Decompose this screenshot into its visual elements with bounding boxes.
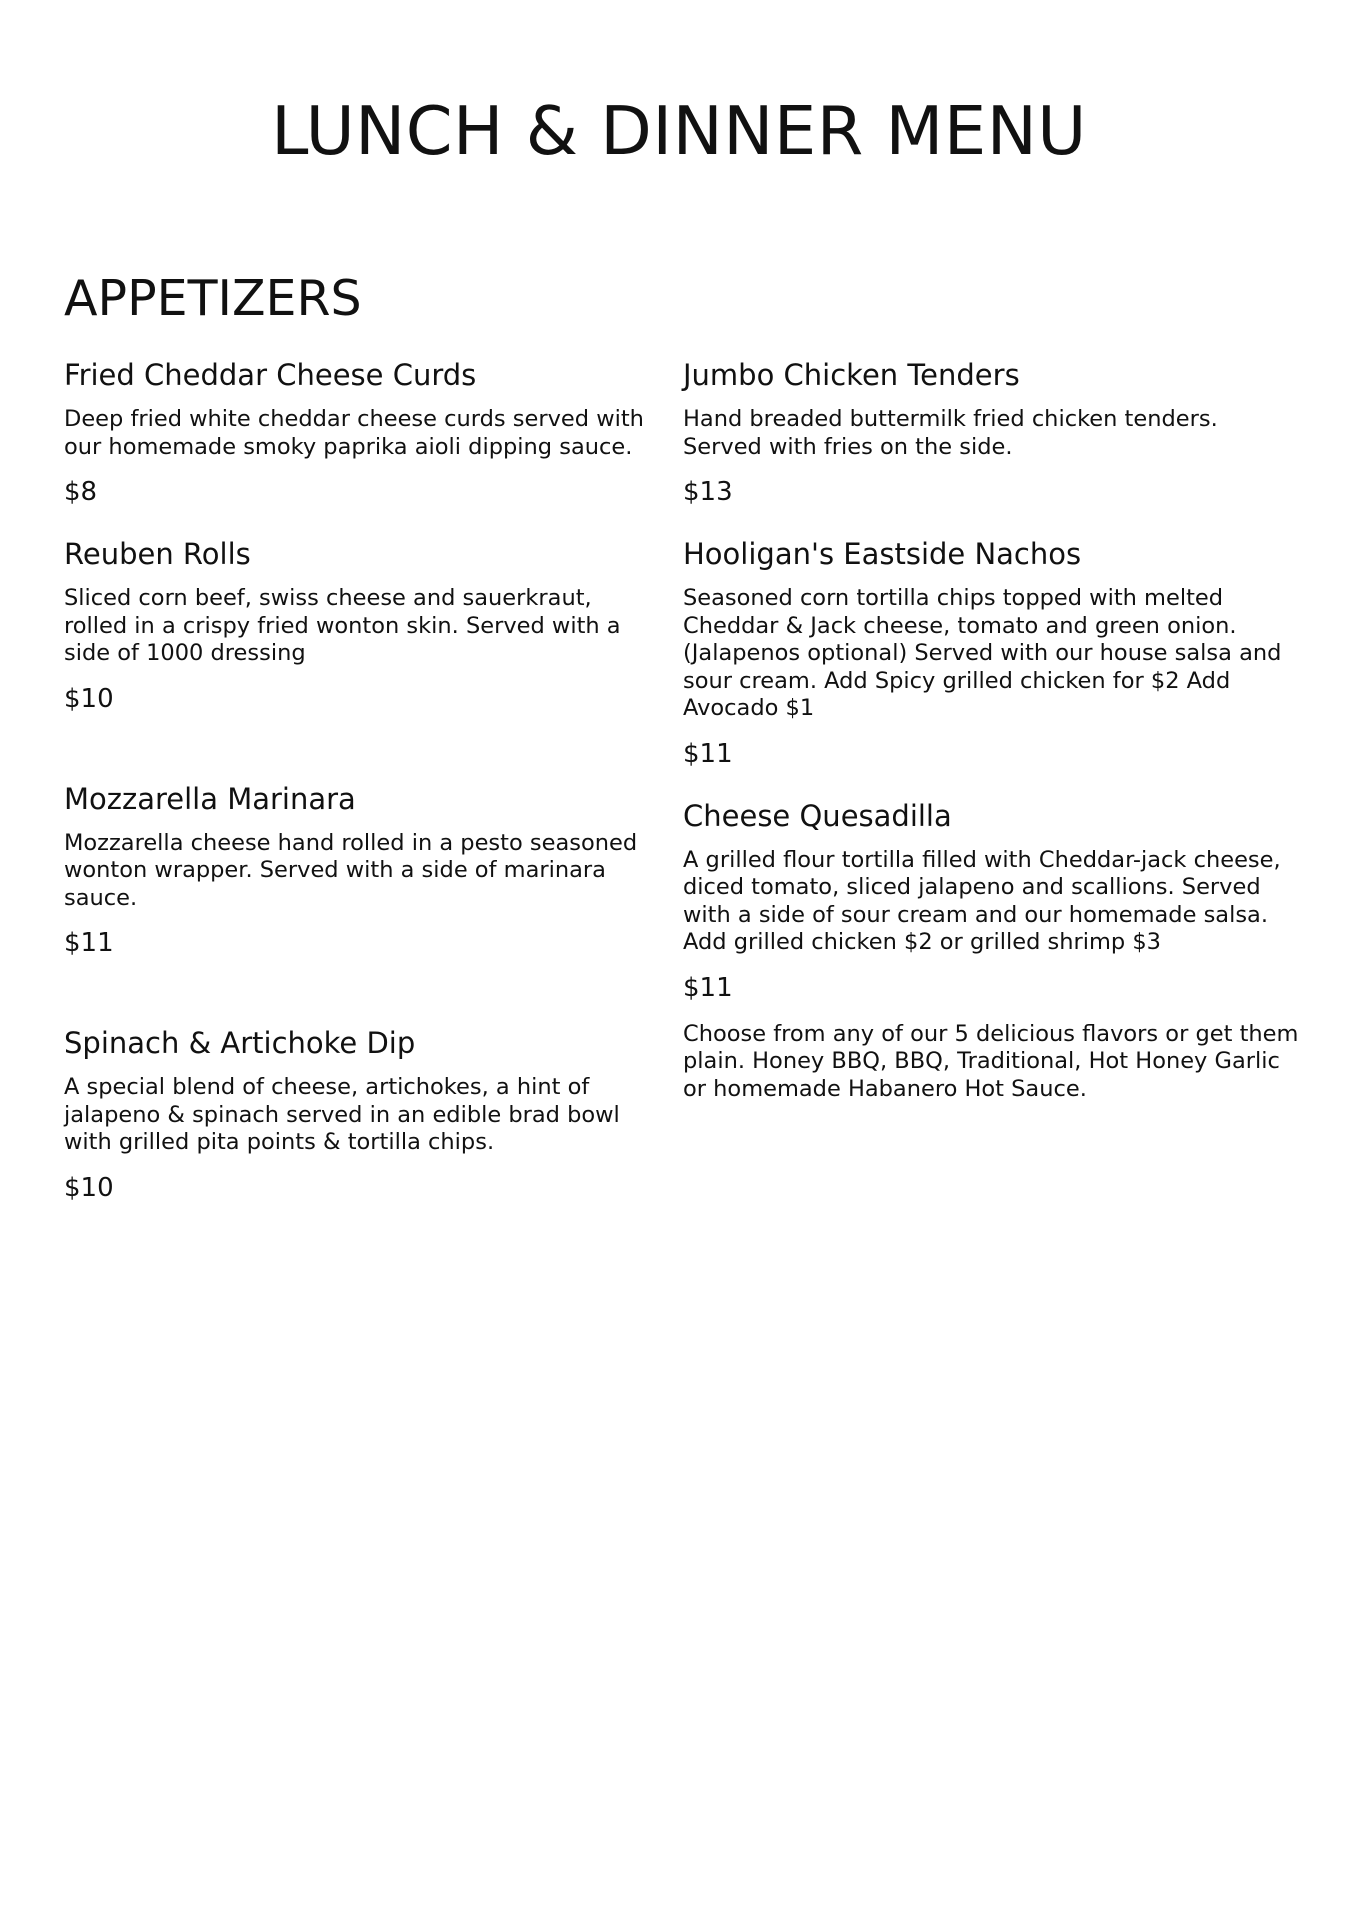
- menu-item-description: A special blend of cheese, artichokes, a hint of jalapeno & spinach served in an edible brad bowl with grilled pita points & tortilla chips.: [64, 1074, 620, 1155]
- menu-item-name: Hooligan's Eastside Nachos: [683, 537, 1082, 571]
- menu-item-price: $11: [683, 972, 733, 1003]
- menu-item-description: Hand breaded buttermilk fried chicken tenders. Served with fries on the side.: [683, 406, 1218, 460]
- menu-item: [64, 535, 654, 716]
- menu-item: [683, 356, 1303, 509]
- menu-item-name: Fried Cheddar Cheese Curds: [64, 358, 477, 392]
- page-title: LUNCH & DINNER MENU: [271, 92, 1087, 170]
- menu-column-left: [64, 356, 654, 1205]
- menu-item-price: $11: [64, 928, 114, 958]
- menu-item-price: $13: [683, 477, 733, 507]
- menu-item-name: Reuben Rolls: [64, 537, 251, 571]
- menu-item: [683, 797, 1303, 1005]
- menu-item-price: $10: [64, 1172, 114, 1203]
- menu-item-name: Spinach & Artichoke Dip: [64, 1026, 416, 1060]
- menu-item-description: Sliced corn beef, swiss cheese and sauerkraut, rolled in a crispy fried wonton skin. Served with a side of 1000 dressing: [64, 585, 621, 666]
- menu-column-right: [683, 356, 1303, 1103]
- menu-item: [64, 780, 654, 961]
- menu-item-name: Cheese Quesadilla: [683, 798, 952, 833]
- section-title-appetizers: APPETIZERS: [64, 270, 362, 327]
- menu-item-description: Mozzarella cheese hand rolled in a pesto seasoned wonton wrapper. Served with a side of marinara sauce.: [64, 829, 638, 911]
- menu-item-description: A grilled flour tortilla filled with Cheddar-jack cheese, diced tomato, sliced jalapeno and scallions. Served with a side of sour cream and our homemade salsa. Add grilled chicken $2 or grilled shrimp $3: [683, 846, 1281, 955]
- menu-item-price: $8: [64, 477, 98, 507]
- wings-flavor-note: Choose from any of our 5 delicious flavors or get them plain. Honey BBQ, BBQ, Traditional, Hot Honey Garlic or homemade Habanero Hot Sauce.: [683, 1020, 1299, 1102]
- menu-item-description: Deep fried white cheddar cheese curds served with our homemade smoky paprika aioli dipping sauce.: [64, 406, 644, 460]
- menu-item-name: Jumbo Chicken Tenders: [683, 358, 1020, 392]
- menu-item: [64, 1024, 654, 1205]
- menu-item: [64, 356, 654, 509]
- menu-item-price: $10: [64, 683, 114, 714]
- menu-item-description: Seasoned corn tortilla chips topped with melted Cheddar & Jack cheese, tomato and green onion. (Jalapenos optional) Served with our house salsa and sour cream. Add Spicy grilled chicken for $2 Add Avocado $1: [683, 585, 1282, 721]
- menu-item-name: Mozzarella Marinara: [64, 781, 356, 816]
- menu-item: [683, 535, 1303, 771]
- menu-item-price: $11: [683, 738, 733, 769]
